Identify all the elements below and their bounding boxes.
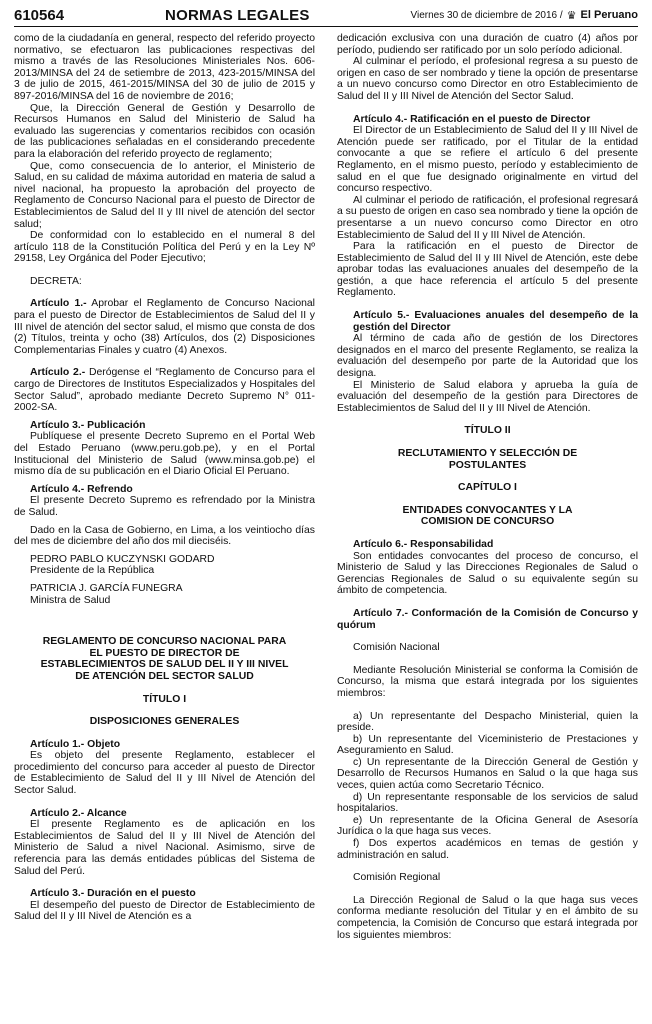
paragraph: como de la ciudadanía en general, respecto del referido proyecto normativo, se efectuaron las publicaciones respectivas del mismo a través de las Resoluciones Ministeriales Nos. 606-2013/MINSA del 24 de setiembre de 2013, 423-2015/MINSA del 3 de julio de 2015, 461-2015/MINSA del 30 de julio de 2015 y 897-2016/MINSA del 16 de noviembre de 2016; (14, 33, 315, 102)
paragraph: Mediante Resolución Ministerial se conforma la Comisión de Concurso, la misma que estará integrada por los siguientes miembros: (337, 664, 638, 699)
regulation-title: REGLAMENTO DE CONCURSO NACIONAL PARA EL PUESTO DE DIRECTOR DE ESTABLECIMIENTOS DE SALUD DEL II Y III NIVEL DE ATENCIÓN DEL SECTOR SALUD (40, 636, 289, 682)
list-item: a) Un representante del Despacho Ministerial, quien la preside. (337, 710, 638, 734)
list-item: f) Dos expertos académicos en temas de gestión y administración en salud. (337, 838, 638, 861)
publication-date: Viernes 30 de diciembre de 2016 / (410, 9, 563, 21)
chapter-heading: CAPÍTULO I (458, 482, 517, 494)
article-text: El presente Decreto Supremo es refrendado por la Ministra de Salud. (14, 495, 315, 518)
newspaper-name: El Peruano (580, 9, 638, 21)
paragraph: dedicación exclusiva con una duración de cuatro (4) años por período, pudiendo ser ratificado por un solo período adicional. (337, 33, 638, 56)
title-heading: TÍTULO II (464, 425, 511, 437)
article-title: Artículo 3.- Publicación (30, 419, 146, 431)
signatory-name: PEDRO PABLO KUCZYNSKI GODARD (30, 553, 215, 565)
subsection-heading: Comisión Nacional (353, 642, 440, 654)
paragraph: Que, la Dirección General de Gestión y Desarrollo de Recursos Humanos en Salud del Ministerio de Salud ha evaluado las sugerencias y comentarios recibidos con ocasión de las publicaciones señaladas en el considerando precedente para la elaboración del referido proyecto de reglamento; (14, 102, 315, 160)
decreta-heading: DECRETA: (30, 275, 82, 287)
article-subtitle: .- Responsabilidad (400, 538, 494, 550)
article-title-text: Artículo 6 (353, 538, 401, 550)
article-title-text: Artículo 1.- Objeto (30, 738, 121, 750)
section-heading: RECLUTAMIENTO Y SELECCIÓN DE POSTULANTES (397, 448, 578, 471)
article-text: Aprobar el Reglamento de Concurso Nacional para el puesto de Director de Establecimientos de Salud del II y III nivel de atención del sector salud, el mismo que consta de dos (2) Títulos, treinta y ocho (38) Artículos, dos (2) Disposiciones Complementarias Finales y cuatro (4) Anexos. (14, 298, 315, 356)
signatory-name: PATRICIA J. GARCÍA FUNEGRA (30, 582, 183, 594)
article-1 (14, 298, 315, 356)
article-title: Artículo 1.- (30, 298, 87, 310)
list-item: b) Un representante del Viceministerio de Prestaciones y Aseguramiento en Salud. (337, 733, 638, 757)
page-header (14, 4, 638, 27)
paragraph: El Ministerio de Salud elabora y aprueba la guía de evaluación del desempeño de la gestión para Directores de Establecimientos de Salud del II y III Nivel de Atención. (337, 379, 638, 414)
subsection-heading: Comisión Regional (353, 872, 441, 884)
article-title-text: Artículo 7 (353, 607, 402, 619)
signatory-role: Ministra de Salud (30, 594, 111, 606)
article-title (337, 310, 638, 333)
paragraph: Al culminar el período, el profesional regresa a su puesto de origen en caso de ser nombrado y tiene la opción de presentarse a un nuevo concurso como Director en otro Establecimiento de Salud del II y III Nivel de Atención del Sector Salud. (337, 56, 638, 102)
header-right (411, 9, 638, 22)
article-text: Es objeto del presente Reglamento, establecer el procedimiento del concurso para acceder al puesto de Director de Establecimiento de Salud del II y III Nivel de Atención del Sector Salud. (14, 750, 315, 797)
article-text: Derógense el “Reglamento de Concurso para el cargo de Directores de Institutos Especializados y Hospitales del Sector Salud”, aprobado mediante Decreto Supremo N° 011-2002-SA. (14, 367, 315, 414)
article-text: Publíquese el presente Decreto Supremo en el Portal Web del Estado Peruano (www.peru.gob.pe), y en el Portal Institucional del Ministerio de Salud (www.minsa.gob.pe) el mismo día de su publicación en el Diario Oficial El Peruano. (14, 431, 315, 478)
article-2 (14, 367, 315, 413)
article-title-text: Artículo 5.- Evaluaciones anuales del desempeño de la gestión del Director (353, 310, 638, 333)
list-item: c) Un representante de la Dirección General de Gestión y Desarrollo de Recursos Humanos en Salud o la que haga sus veces, quien actúa como Secretario Técnico. (337, 756, 638, 792)
article-title: Artículo 4.- Refrendo (30, 483, 133, 495)
article-subtitle: .- Conformación de la Comisión de Concurso y quórum (337, 607, 638, 631)
article-text: El presente Reglamento es de aplicación en los Establecimientos de Salud del II y III Nivel de Atención del Ministerio de Salud a nivel Nacional. Asimismo, sirve de referencia para las demás entidades públicas del Sistema de Salud del Perú. (14, 819, 315, 877)
article-title-text: Artículo 3.- Duración en el puesto (30, 888, 196, 900)
article-title (14, 739, 315, 751)
given-text: Dado en la Casa de Gobierno, en Lima, a los veintiocho días del mes de diciembre del año dos mil dieciséis. (14, 524, 315, 548)
article-text: El desempeño del puesto de Director de Establecimiento de Salud del II y III Nivel de Atención es a (14, 899, 315, 923)
right-column (337, 33, 638, 941)
paragraph: Para la ratificación en el puesto de Director de Establecimiento de Salud del II y III Nivel de Atención, este debe aprobar todas las evaluaciones anuales del desempeño de la gestión, a que hace referencia el artículo 5 del presente Reglamento. (337, 241, 638, 299)
publication-title: NORMAS LEGALES (165, 6, 310, 24)
article-title-text: Artículo 4.- Ratificación en el puesto de Director (353, 113, 591, 125)
article-title: Artículo 2.- (30, 367, 86, 379)
page-number: 610564 (14, 6, 65, 24)
article-4-title (14, 484, 315, 496)
paragraph: Al culminar el periodo de ratificación, el profesional regresará a su puesto de origen en caso sea nombrado y tiene la opción de presentarse a un nuevo concurso como Director en otro Establecimiento de Salud del II y III Nivel de Atención. (337, 194, 638, 241)
list-item: d) Un representante responsable de los servicios de salud hospitalarios. (337, 791, 638, 815)
article-3-title (14, 420, 315, 432)
section-heading: DISPOSICIONES GENERALES (89, 716, 240, 728)
columns (14, 33, 638, 941)
paragraph: De conformidad con lo establecido en el numeral 8 del artículo 118 de la Constitución Política del Perú y en la Ley Nº 29158, Ley Orgánica del Poder Ejecutivo; (14, 230, 315, 265)
signatory-role: Presidente de la República (30, 565, 155, 577)
left-column (14, 33, 315, 941)
title-heading: TÍTULO I (142, 693, 187, 705)
paragraph: Son entidades convocantes del proceso de concurso, el Ministerio de Salud y las Direcciones Regionales de Salud o Gerencias Regionales de Salud o su equivalente según su ámbito de competencia. (337, 550, 638, 597)
article-title (337, 608, 638, 631)
paragraph: La Dirección Regional de Salud o la que haga sus veces conforma mediante resolución del Titular y en el ámbito de su competencia, la Comisión de Concurso que estará integrada por los siguientes miembros: (337, 894, 638, 941)
article-title (337, 539, 638, 551)
paragraph: Que, como consecuencia de lo anterior, el Ministerio de Salud, en su calidad de máxima autoridad en materia de salud a nivel nacional, ha propuesto la aprobación del proyecto de Reglamento de Concurso Nacional para el puesto de Director de Establecimientos de Salud del II y III nivel de atención del sector salud; (14, 160, 315, 230)
article-title (337, 114, 638, 126)
article-title (14, 808, 315, 820)
article-title-text: Artículo 2.- Alcance (30, 807, 127, 819)
paragraph: Al término de cada año de gestión de los Directores designados en el marco del presente Reglamento, se realiza la evaluación del desempeño por parte de la Autoridad que los designa. (337, 333, 638, 380)
section-heading: ENTIDADES CONVOCANTES Y LA COMISION DE CONCURSO (402, 504, 573, 528)
el-peruano-logo-icon: ♛ (566, 9, 577, 22)
article-title (14, 888, 315, 900)
list-item: e) Un representante de la Oficina General de Asesoría Jurídica o la que haga sus veces. (337, 814, 638, 838)
paragraph: El Director de un Establecimiento de Salud del II y III Nivel de Atención puede ser ratificado, por el Titular de la entidad convocante a que se refiere el artículo 6 del presente Reglamento, en el mismo puesto, período y establecimiento de salud en el que fue designado originalmente en virtud del concurso respectivo. (337, 125, 638, 195)
